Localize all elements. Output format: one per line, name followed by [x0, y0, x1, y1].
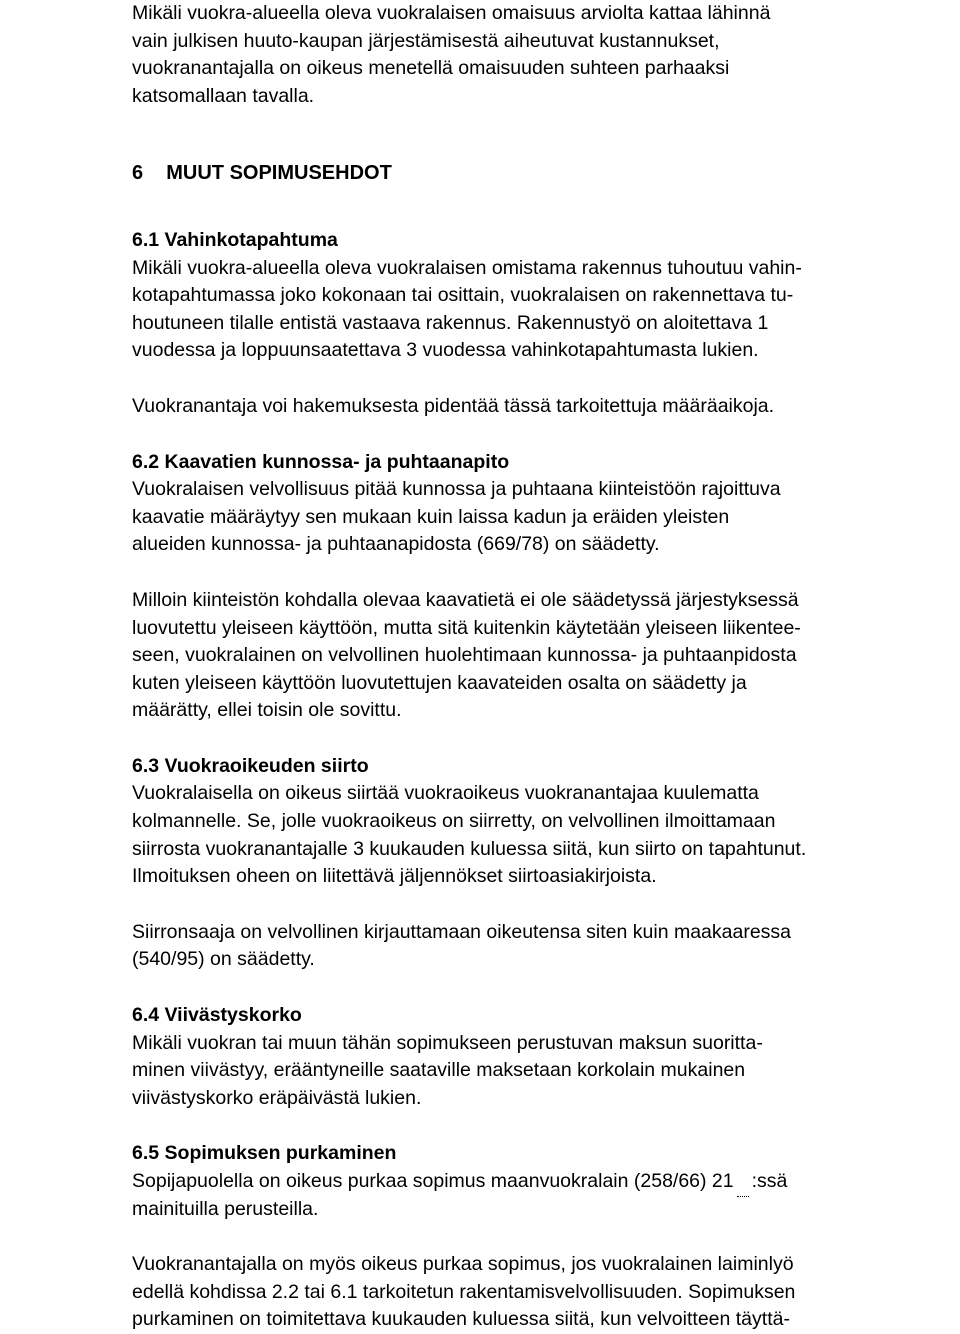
paragraph-line: siirrosta vuokranantajalle 3 kuukauden kuluessa siitä, kun siirto on tapahtunut.: [132, 837, 807, 860]
paragraph-line: purkaminen on toimitettava kuukauden kuluessa siitä, kun velvoitteen täyttä-: [132, 1308, 790, 1331]
paragraph-line: kaavatie määräytyy sen mukaan kuin laissa kadun ja eräiden yleisten: [132, 505, 730, 528]
section-6-3-paragraph-2: [132, 919, 957, 974]
intro-line: Mikäli vuokra-alueella oleva vuokralaisen omaisuus arviolta kattaa lähinnä: [132, 2, 771, 24]
section-title: Kaavatien kunnossa- ja puhtaanapito: [164, 450, 510, 473]
section-title: Vahinkotapahtuma: [164, 228, 338, 251]
document-page: [132, 0, 957, 1334]
section-heading-6-1: [132, 227, 957, 255]
paragraph-line: Vuokranantajalla on myös oikeus purkaa sopimus, jos vuokralainen laiminlyö: [132, 1253, 794, 1276]
chapter-title: MUUT SOPIMUSEHDOT: [166, 162, 392, 185]
paragraph-line: Ilmoituksen oheen on liitettävä jäljennökset siirtoasiakirjoista.: [132, 865, 657, 888]
paragraph-line: Mikäli vuokran tai muun tähän sopimukseen perustuvan maksun suoritta-: [132, 1031, 763, 1054]
paragraph-line: Vuokranantaja voi hakemuksesta pidentää tässä tarkoitettuja määräaikoja.: [132, 394, 775, 417]
paragraph-line: [132, 1168, 957, 1196]
paragraph-line: Milloin kiinteistön kohdalla olevaa kaavatietä ei ole säädetyssä järjestyksessä: [132, 588, 799, 611]
paragraph-line: houtuneen tilalle entistä vastaava rakennus. Rakennustyö on aloitettava 1: [132, 311, 769, 334]
paragraph-line: kolmannelle. Se, jolle vuokraoikeus on siirretty, on velvollinen ilmoittamaan: [132, 810, 776, 833]
intro-line: vuokranantajalla on oikeus menetellä omaisuuden suhteen parhaaksi: [132, 57, 730, 80]
section-6-5-paragraph-2: [132, 1251, 957, 1334]
section-number: 6.1: [132, 228, 160, 251]
section-sign-icon: [737, 1168, 749, 1197]
section-number: 6.5: [132, 1142, 160, 1165]
chapter-number: 6: [132, 162, 144, 185]
paragraph-line: seen, vuokralainen on velvollinen huolehtimaan kunnossa- ja puhtaanpidosta: [132, 644, 797, 667]
paragraph-line: mainituilla perusteilla.: [132, 1197, 319, 1220]
paragraph-line: alueiden kunnossa- ja puhtaanapidosta (669/78) on säädetty.: [132, 533, 660, 556]
section-6-3-paragraph-1: [132, 780, 957, 890]
section-number: 6.3: [132, 754, 160, 777]
section-heading-6-5: [132, 1140, 957, 1168]
intro-paragraph: [132, 0, 957, 110]
section-6-1-paragraph-1: [132, 255, 957, 365]
paragraph-text: Sopijapuolella on oikeus purkaa sopimus maanvuokralain (258/66) 21: [132, 1170, 734, 1192]
section-number: 6.2: [132, 450, 160, 473]
section-title: Sopimuksen purkaminen: [164, 1142, 397, 1165]
section-6-2-paragraph-1: [132, 476, 957, 559]
section-6-5-paragraph-1: [132, 1168, 957, 1223]
paragraph-line: Vuokralaisella on oikeus siirtää vuokraoikeus vuokranantajaa kuulematta: [132, 782, 759, 805]
intro-line: katsomallaan tavalla.: [132, 84, 315, 107]
section-6-4-paragraph-1: [132, 1030, 957, 1113]
section-title: Vuokraoikeuden siirto: [164, 754, 369, 777]
paragraph-line: kotapahtumassa joko kokonaan tai osittain, vuokralaisen on rakennettava tu-: [132, 284, 794, 307]
section-6-1-paragraph-2: [132, 393, 957, 421]
section-6-2-paragraph-2: [132, 587, 957, 725]
section-heading-6-4: [132, 1002, 957, 1030]
paragraph-line: minen viivästyy, erääntyneille saataville maksetaan korkolain mukainen: [132, 1059, 746, 1082]
section-heading-6-2: [132, 449, 957, 477]
paragraph-line: Vuokralaisen velvollisuus pitää kunnossa ja puhtaana kiinteistöön rajoittuva: [132, 478, 781, 501]
section-heading-6-3: [132, 753, 957, 781]
paragraph-text: :ssä: [751, 1170, 788, 1192]
section-number: 6.4: [132, 1004, 160, 1027]
paragraph-line: vuodessa ja loppuunsaatettava 3 vuodessa vahinkotapahtumasta lukien.: [132, 339, 759, 362]
paragraph-line: Siirronsaaja on velvollinen kirjauttamaan oikeutensa siten kuin maakaaressa: [132, 920, 792, 943]
paragraph-line: kuten yleiseen käyttöön luovutettujen kaavateiden osalta on säädetty ja: [132, 671, 747, 694]
paragraph-line: edellä kohdissa 2.2 tai 6.1 tarkoitetun rakentamisvelvollisuuden. Sopimuksen: [132, 1280, 796, 1303]
paragraph-line: määrätty, ellei toisin ole sovittu.: [132, 699, 402, 722]
section-title: Viivästyskorko: [164, 1004, 302, 1027]
paragraph-line: luovutettu yleiseen käyttöön, mutta sitä kuitenkin käytetään yleiseen liikentee-: [132, 616, 801, 639]
paragraph-line: (540/95) on säädetty.: [132, 948, 315, 971]
paragraph-line: viivästyskorko eräpäivästä lukien.: [132, 1086, 422, 1109]
chapter-heading: [132, 160, 957, 188]
intro-line: vain julkisen huuto-kaupan järjestämisestä aiheutuvat kustannukset,: [132, 29, 720, 52]
paragraph-line: Mikäli vuokra-alueella oleva vuokralaisen omistama rakennus tuhoutuu vahin-: [132, 256, 802, 279]
